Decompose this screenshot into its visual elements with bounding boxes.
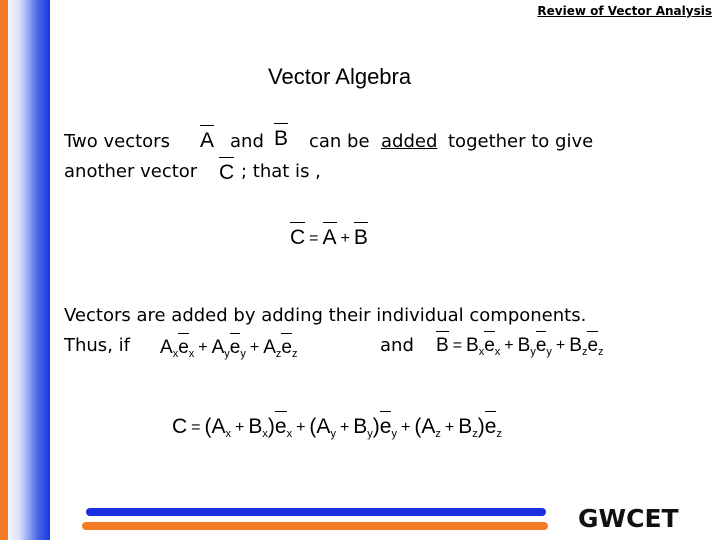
left-gradient-bar	[0, 0, 50, 540]
text-and: and	[230, 131, 264, 152]
text-that-is: ; that is ,	[241, 161, 321, 182]
footer-orange-bar	[82, 522, 548, 530]
vector-c-symbol: C	[219, 161, 235, 184]
text-and-2: and	[380, 335, 414, 356]
equation-a-components: $A_xe_x + A_ye_y + A_ze_z$	[160, 337, 298, 360]
equation-c-sum-components: $C = (A_x + B_x)e_x + (A_y + B_y)e_y + (A_z + B_z)e_z$	[172, 415, 502, 440]
equation-b-components: $B = B_xe_x + B_ye_y + B_ze_z$	[436, 335, 604, 358]
text-added: added	[381, 131, 438, 152]
equation-c-equals-a-plus-b: C = A + B	[290, 226, 368, 249]
text-together: together to give	[448, 131, 594, 152]
text-two-vectors: Two vectors	[64, 131, 170, 152]
text-can-be: can be	[309, 131, 370, 152]
footer-blue-bar	[86, 508, 546, 516]
vector-a-symbol: A	[200, 129, 215, 152]
text-thus-if: Thus, if	[64, 335, 130, 356]
text-vectors-added-components: Vectors are added by adding their individual components.	[64, 305, 587, 326]
header-title: Review of Vector Analysis	[537, 4, 712, 18]
text-another-vector: another vector	[64, 161, 198, 182]
slide-title: Vector Algebra	[268, 64, 412, 89]
vector-b-symbol: B	[274, 127, 289, 150]
gwcet-logo: GWCET	[578, 504, 679, 533]
